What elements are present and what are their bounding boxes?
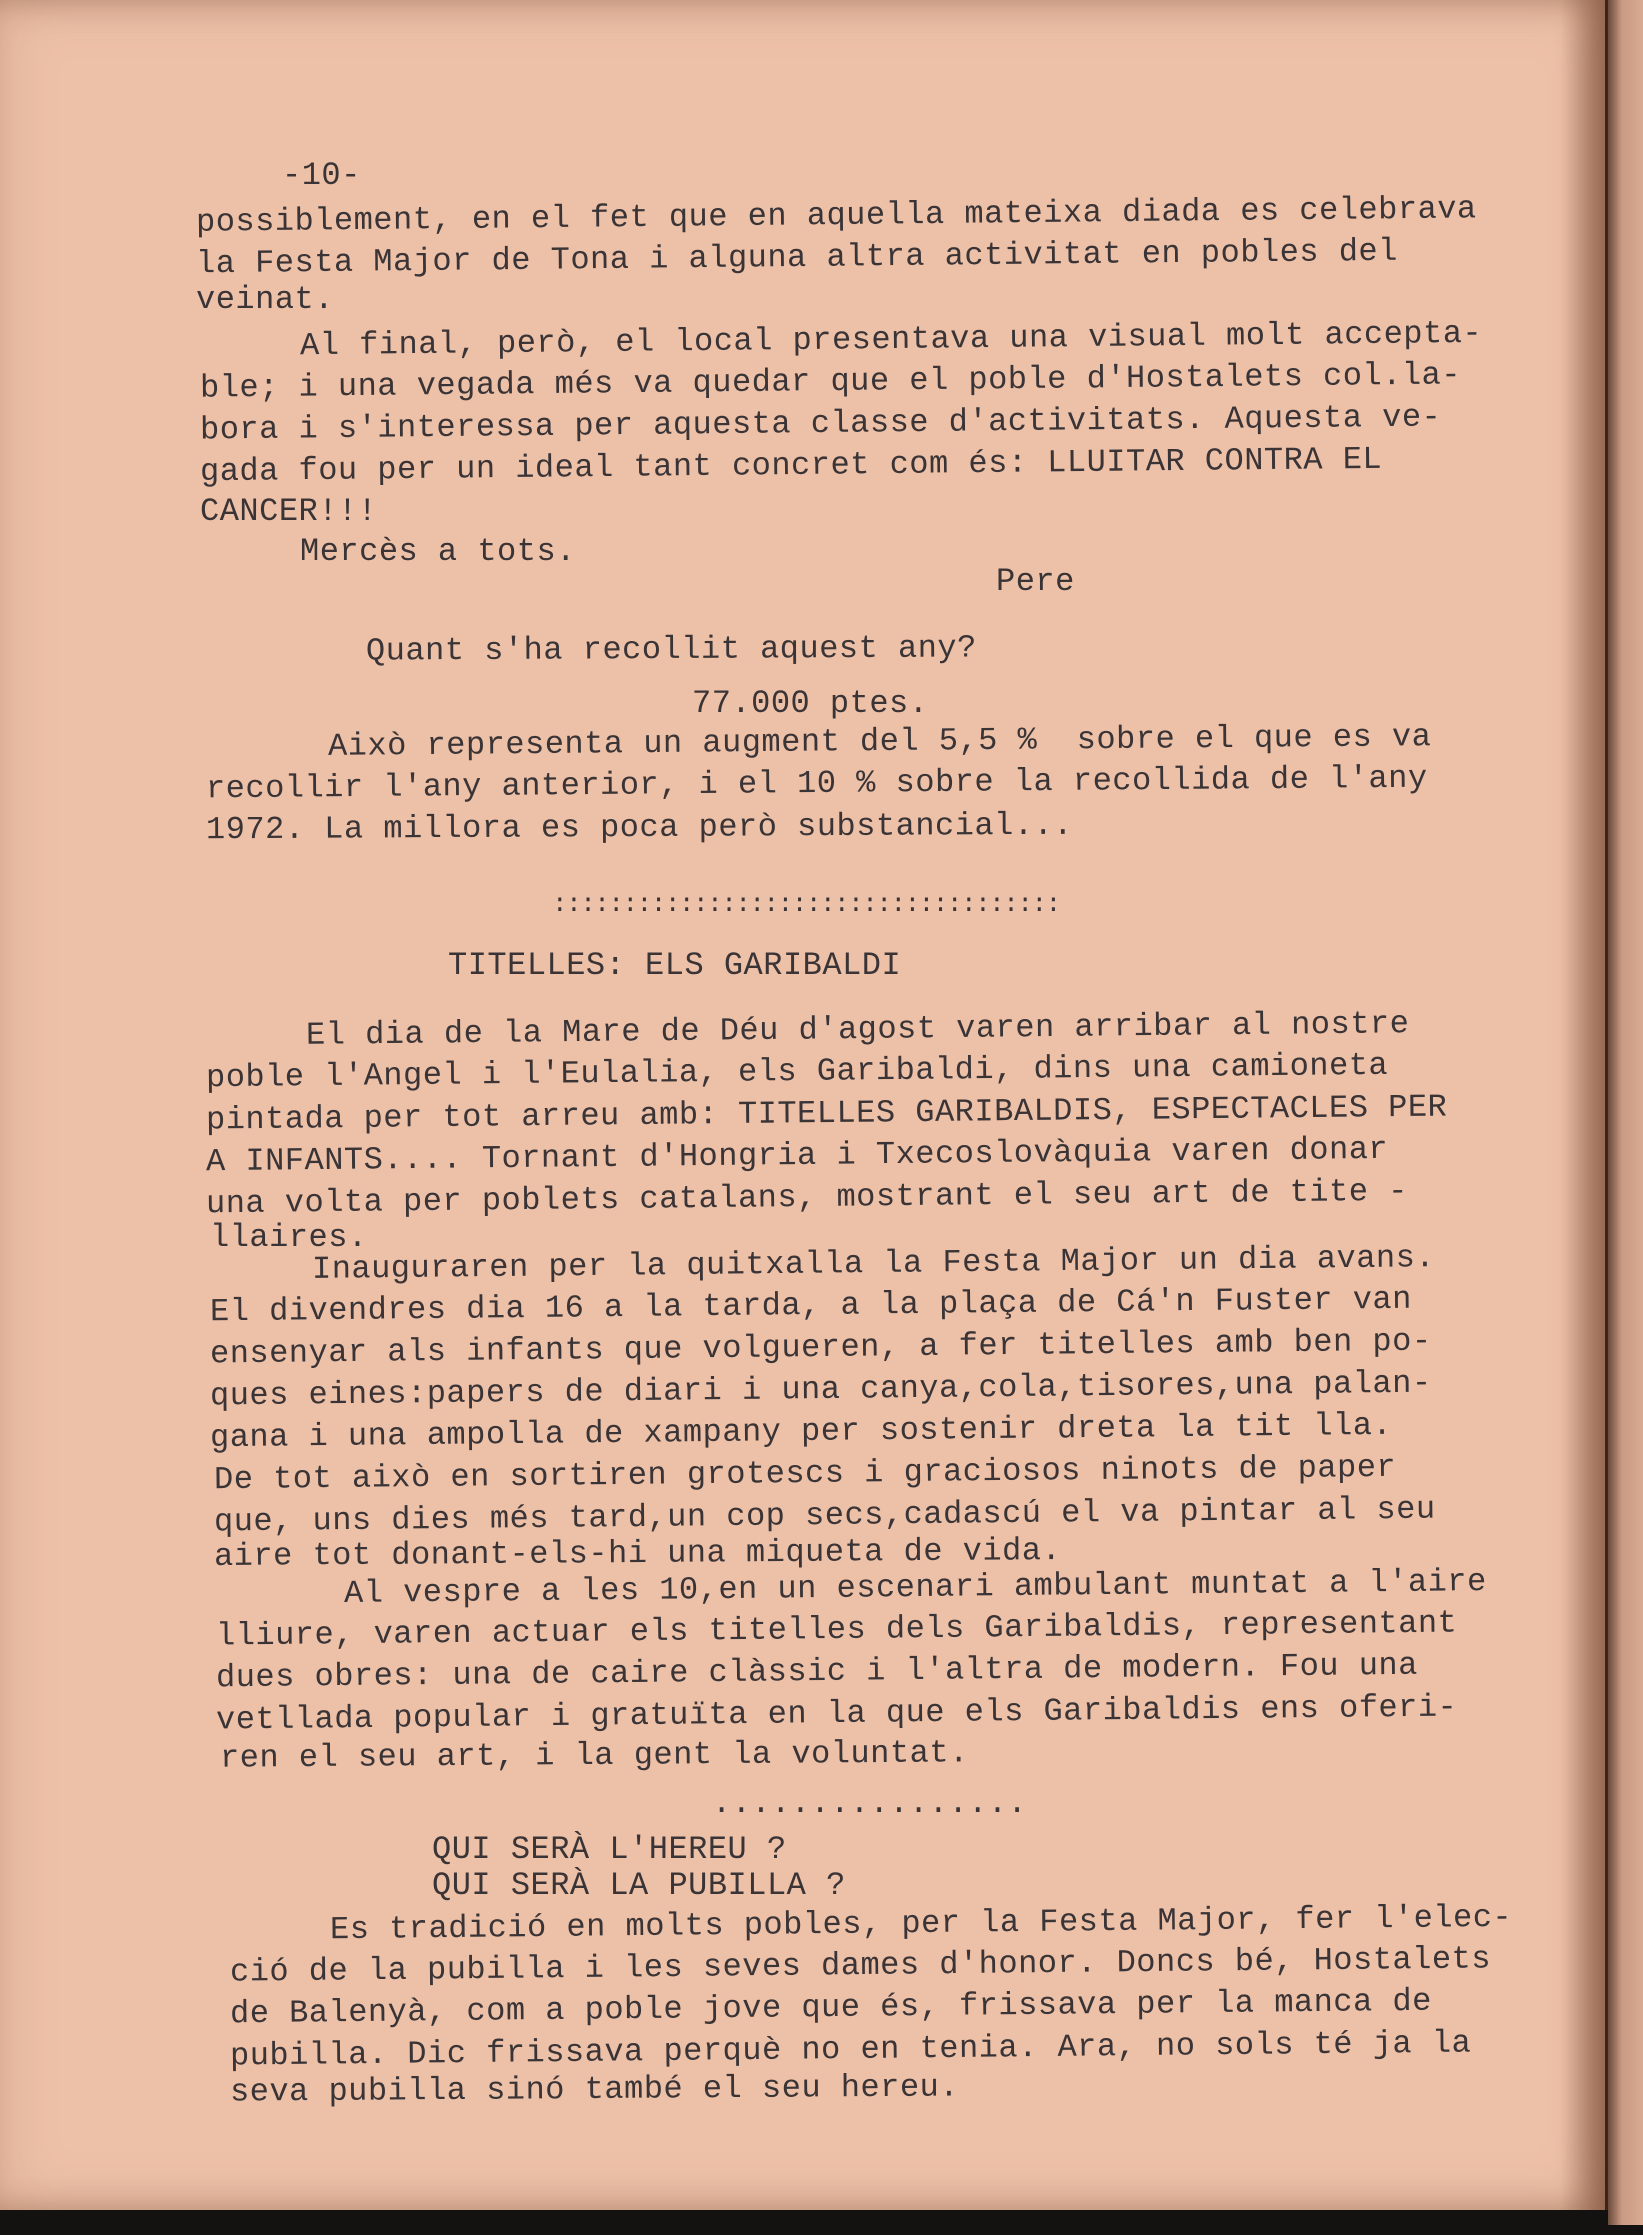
text-line: poble l'Angel i l'Eulalia, els Garibaldi, dins una camioneta bbox=[205, 1046, 1389, 1097]
text-line: pintada per tot arreu amb: TITELLES GARIBALDIS, ESPECTACLES PER bbox=[205, 1088, 1448, 1139]
text-line: ble; i una vegada més va quedar que el poble d'Hostalets col.la- bbox=[199, 356, 1462, 407]
text-line: pubilla. Dic frissava perquè no en tenia. Ara, no sols té ja la bbox=[229, 2024, 1472, 2075]
text-line: seva pubilla sinó també el seu hereu. bbox=[229, 2068, 960, 2111]
text-line: Quant s'ha recollit aquest any? bbox=[365, 629, 977, 670]
text-line: Inauguraren per la quitxalla la Festa Major un dia avans. bbox=[311, 1239, 1436, 1288]
text-line: El dia de la Mare de Déu d'agost varen arribar al nostre bbox=[305, 1005, 1410, 1054]
text-line: gada fou per un ideal tant concret com és: LLUITAR CONTRA EL bbox=[199, 440, 1383, 491]
text-line: Mercès a tots. bbox=[300, 533, 576, 570]
text-line: QUI SERÀ LA PUBILLA ? bbox=[432, 1867, 846, 1904]
text-line: veinat. bbox=[196, 281, 334, 318]
adjacent-page-edge bbox=[1608, 0, 1643, 2225]
text-line: A INFANTS.... Tornant d'Hongria i Txecoslovàquia varen donar bbox=[205, 1130, 1389, 1181]
text-line: Pere bbox=[996, 563, 1075, 600]
text-line: aire tot donant-els-hi una miqueta de vida. bbox=[213, 1532, 1062, 1575]
text-line: possiblement, en el fet que en aquella mateixa diada es celebrava bbox=[195, 190, 1477, 241]
text-line: que, uns dies més tard,un cop secs,cadascú el va pintar al seu bbox=[213, 1490, 1436, 1541]
text-line: recollir l'any anterior, i el 10 % sobre la recollida de l'any bbox=[205, 759, 1428, 808]
text-line: la Festa Major de Tona i alguna altra activitat en pobles del bbox=[195, 232, 1399, 283]
text-line: ren el seu art, i la gent la voluntat. bbox=[219, 1734, 969, 1777]
text-line: QUI SERÀ L'HEREU ? bbox=[432, 1831, 787, 1868]
text-line: El divendres dia 16 a la tarda, a la plaça de Cá'n Fuster van bbox=[209, 1280, 1413, 1331]
text-line: gana i una ampolla de xampany per sostenir dreta la tit lla. bbox=[209, 1406, 1393, 1457]
text-line: Es tradició en molts pobles, per la Festa Major, fer l'elec- bbox=[329, 1898, 1513, 1949]
text-line: vetllada popular i gratuïta en la que els Garibaldis ens oferi- bbox=[215, 1688, 1458, 1739]
text-line: dues obres: una de caire clàssic i l'altra de modern. Fou una bbox=[215, 1646, 1419, 1697]
text-line: TITELLES: ELS GARIBALDI bbox=[448, 947, 902, 984]
text-line: 77.000 ptes. bbox=[692, 685, 929, 722]
text-line: De tot això en sortiren grotescs i graciosos ninots de paper bbox=[213, 1448, 1397, 1499]
page-number: -10- bbox=[282, 157, 361, 194]
text-line: ................ bbox=[712, 1785, 1028, 1822]
text-line: CANCER!!! bbox=[200, 493, 378, 530]
text-line: llaires. bbox=[210, 1219, 368, 1256]
text-line: Això representa un augment del 5,5 % sobre el que es va bbox=[327, 718, 1432, 765]
text-line: ció de la pubilla i les seves dames d'honor. Doncs bé, Hostalets bbox=[229, 1940, 1492, 1991]
text-line: ensenyar als infants que volgueren, a fer titelles amb ben po- bbox=[209, 1322, 1432, 1373]
text-line: ques eines:papers de diari i una canya,cola,tisores,una palan- bbox=[209, 1364, 1432, 1415]
text-line: Al vespre a les 10,en un escenari ambulant muntat a l'aire bbox=[343, 1563, 1487, 1612]
text-line: lliure, varen actuar els titelles dels Garibaldis, representant bbox=[215, 1604, 1458, 1655]
binding-shadow bbox=[1560, 0, 1608, 2210]
text-line: una volta per poblets catalans, mostrant el seu art de tite - bbox=[205, 1172, 1409, 1223]
text-line: Al final, però, el local presentava una visual molt accepta- bbox=[299, 314, 1483, 365]
text-line: bora i s'interessa per aquesta classe d'activitats. Aquesta ve- bbox=[199, 398, 1442, 449]
text-line: de Balenyà, com a poble jove que és, frissava per la manca de bbox=[229, 1982, 1433, 2033]
text-line: 1972. La millora es poca però substancial... bbox=[205, 806, 1074, 849]
text-line: :::::::::::::::::::::::::::::::::::: bbox=[552, 889, 1060, 919]
